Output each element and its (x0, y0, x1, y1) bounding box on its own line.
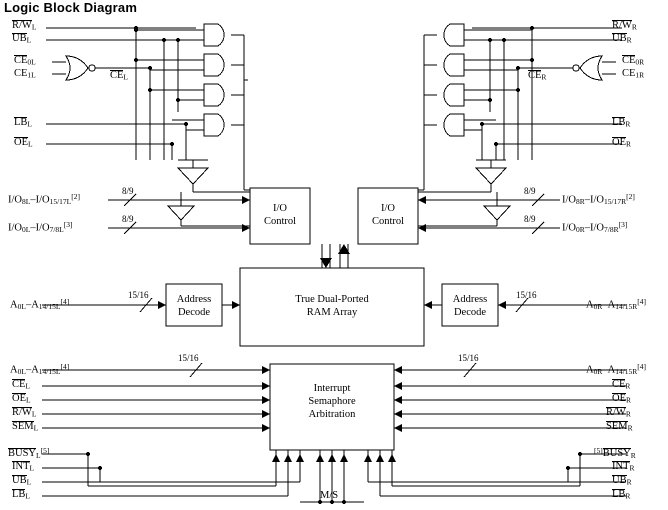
address-decode-left-label: Address Decode (176, 294, 212, 319)
label-addr-left-upper: $A_{0L}-A_{14/15L}[4]$ (10, 297, 70, 312)
label-ce-gate-right: $CE_R$ (528, 70, 547, 82)
bus-width-addr-left-upper: 15/16 (128, 290, 149, 300)
arbitration-label: Interrupt Semaphore Arbitration (308, 383, 356, 421)
label-busy-left: $BUSY_L[5]$ (8, 446, 50, 461)
bus-width-io-left-upper: 8/9 (122, 186, 134, 196)
label-ub-right-bottom: $UB_R$ (612, 475, 632, 487)
label-ce-right-arb: $CE_R$ (612, 379, 631, 391)
label-oe-left-arb: $OE_L$ (12, 393, 31, 405)
label-ce-left-arb: $CE_L$ (12, 379, 31, 391)
label-rw-right: $R/W_R$ (612, 20, 637, 32)
label-ub-right: $UB_R$ (612, 33, 632, 45)
label-io-high-left: $I/O_{8L}-I/O_{15/17L}[2]$ (8, 192, 81, 207)
io-control-left-label: I/O Control (263, 203, 297, 228)
bus-width-addr-right-upper: 15/16 (516, 290, 537, 300)
ram-array-label: True Dual-Ported RAM Array (295, 294, 369, 319)
label-addr-right-lower: $A_{0R}-A_{14/15R}[4]$ (586, 362, 647, 377)
label-ce0-right: $CE_{0R}$ (622, 55, 645, 67)
label-lb-right: $LB_R$ (612, 117, 631, 129)
bus-width-io-left-lower: 8/9 (122, 214, 134, 224)
label-oe-right-arb: $OE_R$ (612, 393, 632, 405)
label-ce0-left: $CE_{0L}$ (14, 55, 36, 67)
label-io-low-left: $I/O_{0L}-I/O_{7/8L}[3]$ (8, 220, 73, 235)
label-addr-left-lower: $A_{0L}-A_{14/15L}[4]$ (10, 362, 70, 377)
label-io-low-right: $I/O_{0R}-I/O_{7/8R}[3]$ (562, 220, 628, 235)
label-ce1-right: $CE_{1R}$ (622, 68, 645, 80)
label-io-high-right: $I/O_{8R}-I/O_{15/17R}[2]$ (562, 192, 635, 207)
label-int-left: $INT_L$ (12, 461, 35, 473)
address-decode-right-label: Address Decode (452, 294, 488, 319)
page-title: Logic Block Diagram (4, 0, 138, 15)
bus-width-addr-left-lower: 15/16 (178, 353, 199, 363)
label-addr-right-upper: $A_{0R}-A_{14/15R}[4]$ (586, 297, 647, 312)
label-sem-left: $SEM_L$ (12, 421, 39, 433)
label-lb-left: $LB_L$ (14, 117, 33, 129)
label-ce1-left: $CE_{1L}$ (14, 68, 36, 80)
label-ce-gate-left: $CE_L$ (110, 70, 129, 82)
label-ms: M/S (320, 490, 339, 501)
label-lb-left-bottom: $LB_L$ (12, 489, 31, 501)
label-lb-right-bottom: $LB_R$ (612, 489, 631, 501)
bus-width-io-right-lower: 8/9 (524, 214, 536, 224)
bus-width-addr-right-lower: 15/16 (458, 353, 479, 363)
io-control-right-label: I/O Control (371, 203, 405, 228)
label-oe-right: $OE_R$ (612, 137, 632, 149)
label-oe-left: $OE_L$ (14, 137, 33, 149)
label-rw-right-arb: $R/W_R$ (606, 407, 631, 419)
label-int-right: $INT_R$ (612, 461, 635, 473)
label-rw-left: $R/W_L$ (12, 20, 37, 32)
label-rw-left-arb: $R/W_L$ (12, 407, 37, 419)
label-sem-right: $SEM_R$ (606, 421, 633, 433)
label-ub-left: $UB_L$ (12, 33, 32, 45)
label-ub-left-bottom: $UB_L$ (12, 475, 32, 487)
bus-width-io-right-upper: 8/9 (524, 186, 536, 196)
label-busy-right: $[5]BUSY_R$ (594, 446, 636, 461)
